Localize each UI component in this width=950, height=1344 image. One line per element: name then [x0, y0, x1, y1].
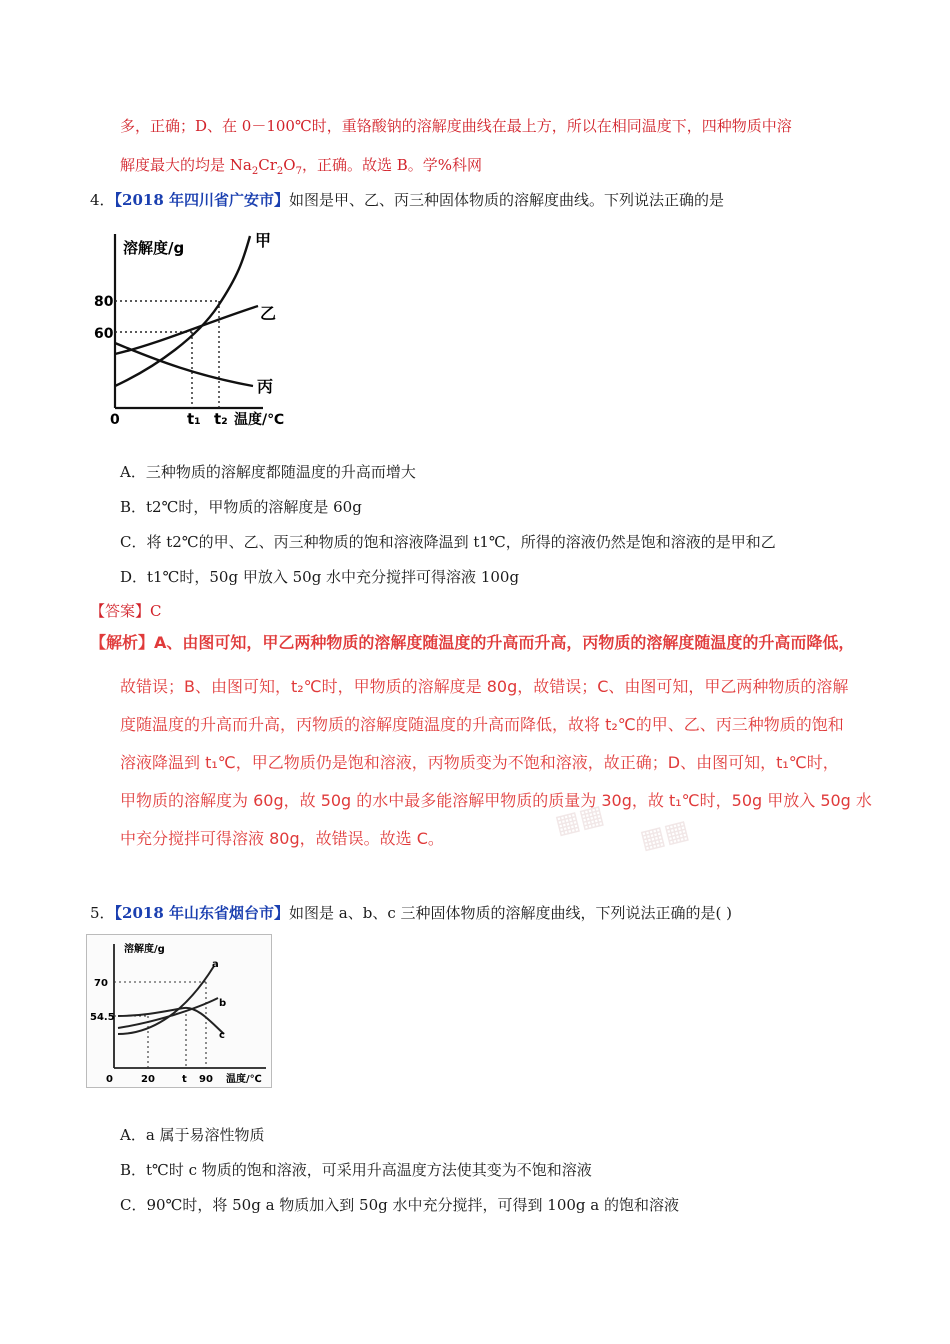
- q4-option-a: A．三种物质的溶解度都随温度的升高而增大: [120, 463, 416, 481]
- analysis-line: 甲物质的溶解度为 60g，故 50g 的水中最多能溶解甲物质的质量为 30g，故 t₁℃时，50g 甲放入 50g 水: [120, 791, 872, 810]
- q4-option-c: C．将 t2℃的甲、乙、丙三种物质的饱和溶液降温到 t1℃，所得的溶液仍然是饱和溶液的是甲和乙: [120, 533, 776, 551]
- series-label-b: b: [219, 998, 227, 1009]
- question-text: 如图是 a、b、c 三种固体物质的溶解度曲线，下列说法正确的是( ): [289, 904, 732, 922]
- origin-label: 0: [106, 1074, 113, 1085]
- series-label-bing: 丙: [257, 377, 274, 396]
- curve-yi: [115, 306, 258, 354]
- question-source: 【2018 年四川省广安市】: [114, 191, 290, 209]
- x-tick-20: 20: [141, 1074, 155, 1085]
- x-tick-90: 90: [199, 1074, 213, 1085]
- watermark-icon: ▦▦: [552, 799, 608, 841]
- q4-solubility-chart: [88, 226, 288, 431]
- y-axis-label: 溶解度/g: [123, 239, 185, 257]
- q5-option-a: A．a 属于易溶性物质: [120, 1126, 265, 1144]
- question-number: 5．: [90, 904, 115, 922]
- curve-jia: [115, 236, 250, 386]
- x-tick-t2: t₂: [214, 410, 228, 428]
- q4-answer: 【答案】C: [90, 602, 162, 620]
- x-tick-t1: t₁: [187, 410, 201, 428]
- series-label-a: a: [212, 959, 219, 970]
- q5-solubility-chart: [86, 934, 272, 1088]
- x-tick-t: t: [182, 1074, 187, 1085]
- q5-option-c: C．90℃时，将 50g a 物质加入到 50g 水中充分搅拌，可得到 100g a 的饱和溶液: [120, 1196, 679, 1214]
- question-4-stem: [90, 190, 724, 210]
- series-label-c: c: [219, 1030, 225, 1041]
- y-tick-70: 70: [94, 978, 108, 989]
- q4-option-b: B．t2℃时，甲物质的溶解度是 60g: [120, 498, 362, 516]
- q4-option-d: D．t1℃时，50g 甲放入 50g 水中充分搅拌可得溶液 100g: [120, 568, 520, 586]
- y-tick-80: 80: [94, 294, 114, 310]
- analysis-line: 溶液降温到 t₁℃，甲乙物质仍是饱和溶液，丙物质变为不饱和溶液，故正确；D、由图可知，t₁℃时，: [120, 753, 839, 772]
- watermark-icon-2: ▦▦: [637, 814, 693, 856]
- x-axis-label: 温度/℃: [226, 1074, 262, 1085]
- analysis-line: 中充分搅拌可得溶液 80g，故错误。故选 C。: [120, 829, 444, 848]
- series-label-yi: 乙: [260, 304, 277, 323]
- q5-option-b: B．t℃时 c 物质的饱和溶液，可采用升高温度方法使其变为不饱和溶液: [120, 1161, 592, 1179]
- prev-analysis-line-1: 多，正确；D、在 0－100℃时，重铬酸钠的溶解度曲线在最上方，所以在相同温度下，四种物质中溶: [120, 117, 792, 135]
- question-source: 【2018 年山东省烟台市】: [114, 904, 290, 922]
- question-text: 如图是甲、乙、丙三种固体物质的溶解度曲线。下列说法正确的是: [289, 191, 725, 209]
- y-tick-54-5: 54.5: [90, 1012, 115, 1023]
- y-axis-label: 溶解度/g: [124, 944, 165, 955]
- origin-label: 0: [110, 412, 120, 428]
- question-5-stem: [90, 903, 732, 923]
- prev-analysis-line-2: 解度最大的均是 $Na_2Cr_2O_7$，正确。故选 B。学%科网: [120, 156, 482, 177]
- question-number: 4．: [90, 191, 115, 209]
- y-tick-60: 60: [94, 326, 114, 342]
- analysis-line: 【解析】A、由图可知，甲乙两种物质的溶解度随温度的升高而升高，丙物质的溶解度随温度的升高而降低，: [90, 633, 855, 652]
- series-label-jia: 甲: [255, 231, 272, 250]
- analysis-line: 度随温度的升高而升高，丙物质的溶解度随温度的升高而降低，故将 t₂℃的甲、乙、丙三种物质的饱和: [120, 715, 844, 734]
- analysis-line: 故错误；B、由图可知，t₂℃时，甲物质的溶解度是 80g，故错误；C、由图可知，甲乙两种物质的溶解: [120, 677, 849, 696]
- x-axis-label: 温度/℃: [234, 412, 285, 428]
